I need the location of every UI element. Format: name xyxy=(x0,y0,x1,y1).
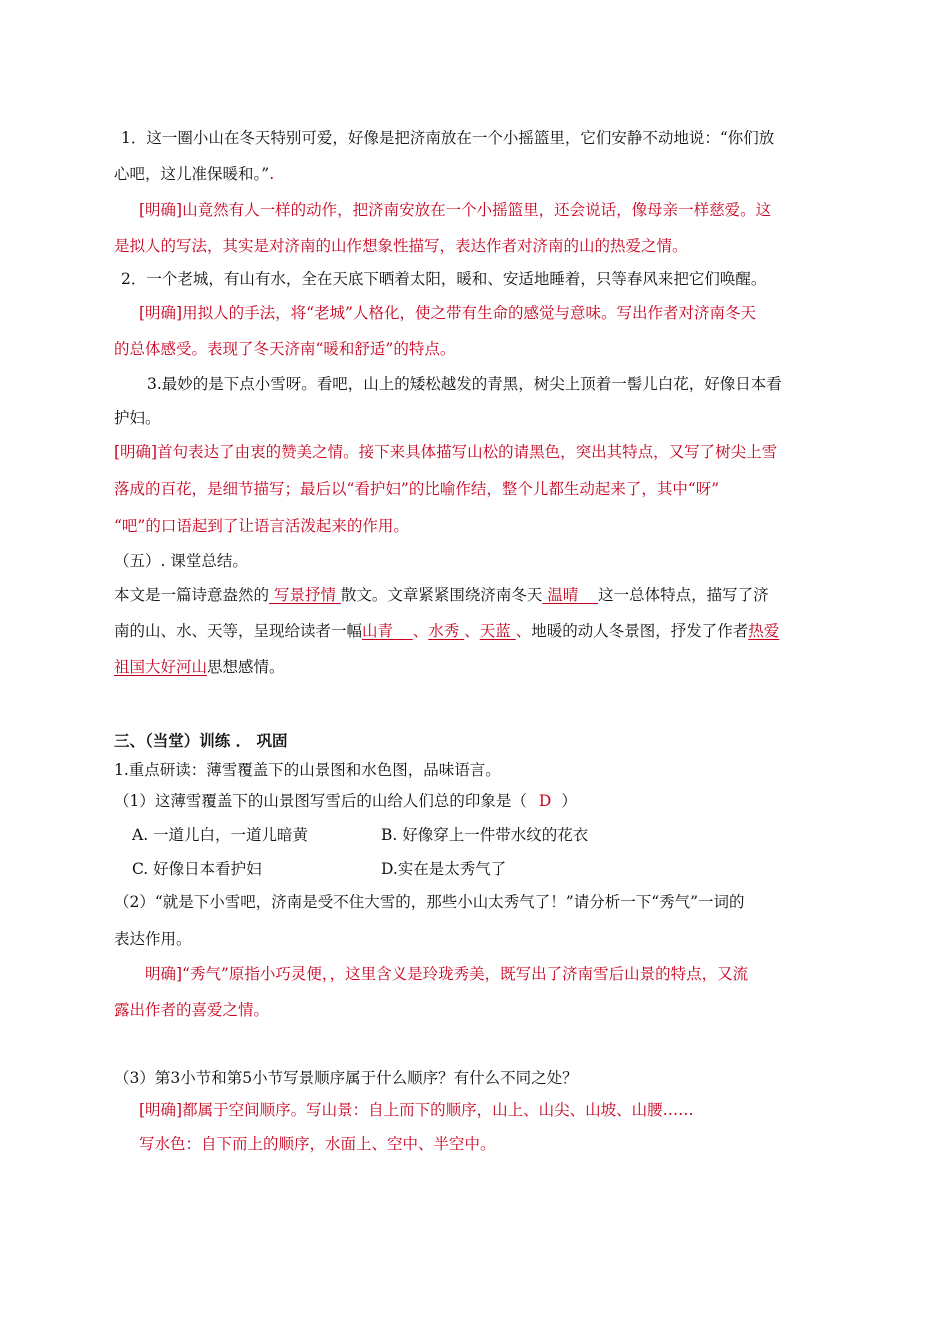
summary-text-6: 思想感情。 xyxy=(207,658,285,676)
question-3-line-2: 护妇。 xyxy=(114,409,161,427)
question-1-line-2 xyxy=(114,163,274,185)
summary-text-4: 南的山、水、天等，呈现给读者一幅 xyxy=(114,622,363,640)
exercise-1-question-1-answer: D xyxy=(538,792,552,810)
question-1-line-1: 1．这一圈小山在冬天特别可爱，好像是把济南放在一个小摇篮里，它们安静不动地说：“你们放 xyxy=(121,129,775,147)
summary-text-2: 散文。文章紧紧围绕济南冬天 xyxy=(340,586,543,604)
answer-3-line-1: [明确]首句表达了由衷的赞美之情。接下来具体描写山松的请黑色，突出其特点，又写了树尖上雪 xyxy=(114,443,778,461)
exercise-1-answer-2-line-2: 露出作者的喜爱之情。 xyxy=(114,1001,270,1019)
summary-blank-3 xyxy=(362,622,413,640)
option-b: B. 好像穿上一件带水纹的花衣 xyxy=(381,826,589,844)
summary-line-1 xyxy=(114,584,769,606)
answer-1-line-2: 是拟人的写法，其实是对济南的山作想象性描写，表达作者对济南的山的热爱之情。 xyxy=(114,237,688,255)
summary-text-3: 这一总体特点，描写了济 xyxy=(598,586,769,604)
answer-2-line-2: 的总体感受。表现了冬天济南“暖和舒适”的特点。 xyxy=(114,340,456,358)
summary-blank-6a: 热爱 xyxy=(748,622,780,640)
exercise-1-question-2-line-1: （2）“就是下小雪吧，济南是受不住大雪的，那些小山太秀气了！”请分析一下“秀气”一词的 xyxy=(114,893,745,911)
answer-3-line-3: “吧”的口语起到了让语言活泼起来的作用。 xyxy=(114,517,409,535)
summary-blank-4 xyxy=(428,622,464,640)
summary-blank-5 xyxy=(480,622,516,640)
question-2-line-1: 2．一个老城，有山有水，全在天底下晒着太阳，暖和、安适地睡着，只等春风来把它们唤醒。 xyxy=(121,270,767,288)
exercise-1-question-1-text: （1）这薄雪覆盖下的山景图写雪后的山给人们总的印象是（ xyxy=(114,792,527,810)
answer-2-line-1: [明确]用拟人的手法，将“老城”人格化，使之带有生命的感觉与意味。写出作者对济南冬天 xyxy=(139,304,756,322)
exercise-1-heading: 1.重点研读：薄雪覆盖下的山景图和水色图，品味语言。 xyxy=(114,761,501,779)
exercise-1-question-3: （3）第3小节和第5小节写景顺序属于什么顺序？有什么不同之处？ xyxy=(114,1069,578,1087)
option-a: A. 一道儿白，一道儿暗黄 xyxy=(132,826,309,844)
summary-blank-6b: 祖国大好河山 xyxy=(114,658,208,676)
exercise-1-answer-2-line-1: 明确]“秀气”原指小巧灵便，，这里含义是玲珑秀美，既写出了济南雪后山景的特点，又流 xyxy=(145,965,749,983)
summary-blank-2-text: 温晴 xyxy=(547,586,579,604)
option-c: C. 好像日本看护妇 xyxy=(132,860,262,878)
summary-heading: （五）. 课堂总结。 xyxy=(114,552,248,570)
answer-3-line-2: 落成的百花，是细节描写；最后以“看护妇”的比喻作结，整个儿都生动起来了，其中“呀” xyxy=(114,480,720,498)
summary-blank-4-text: 水秀 xyxy=(428,622,460,640)
summary-blank-2 xyxy=(542,586,598,604)
exercise-1-question-2-line-2: 表达作用。 xyxy=(114,930,192,948)
summary-blank-1 xyxy=(269,586,341,604)
question-1-text: 心吧，这儿准保暖和。” xyxy=(114,165,270,183)
exercise-1-answer-3-line-2: 写水色：自下而上的顺序，水面上、空中、半空中。 xyxy=(139,1135,496,1153)
option-d: D.实在是太秀气了 xyxy=(381,860,507,878)
exercise-1-question-1-close: ） xyxy=(561,792,577,810)
summary-line-3 xyxy=(114,656,285,678)
summary-text-5: 地暖的动人冬景图，抒发了作者 xyxy=(531,622,749,640)
summary-blank-1-text: 写景抒情 xyxy=(273,586,336,604)
answer-1-line-1: [明确]山竟然有人一样的动作，把济南安放在一个小摇篮里，还会说话，像母亲一样慈爱。这 xyxy=(139,201,772,219)
summary-blank-3-text: 山青 xyxy=(362,622,394,640)
summary-text-1: 本文是一篇诗意盎然的 xyxy=(114,586,270,604)
exercise-1-answer-3-line-1: [明确]都属于空间顺序。写山景：自上而下的顺序，山上、山尖、山坡、山腰…… xyxy=(139,1101,694,1119)
question-1-dot: . xyxy=(269,165,275,183)
summary-line-2 xyxy=(114,620,779,642)
summary-separator-3: 、 xyxy=(515,622,532,640)
exercise-1-question-1 xyxy=(114,790,577,812)
section-3-heading: 三、（当堂）训练 ． 巩固 xyxy=(114,731,288,750)
summary-blank-5-text: 天蓝 xyxy=(479,622,511,640)
summary-separator-2: 、 xyxy=(464,622,480,640)
question-3-line-1: 3.最妙的是下点小雪呀。看吧，山上的矮松越发的青黑，树尖上顶着一髻儿白花，好像日本看 xyxy=(147,375,782,393)
summary-separator-1: 、 xyxy=(412,622,429,640)
